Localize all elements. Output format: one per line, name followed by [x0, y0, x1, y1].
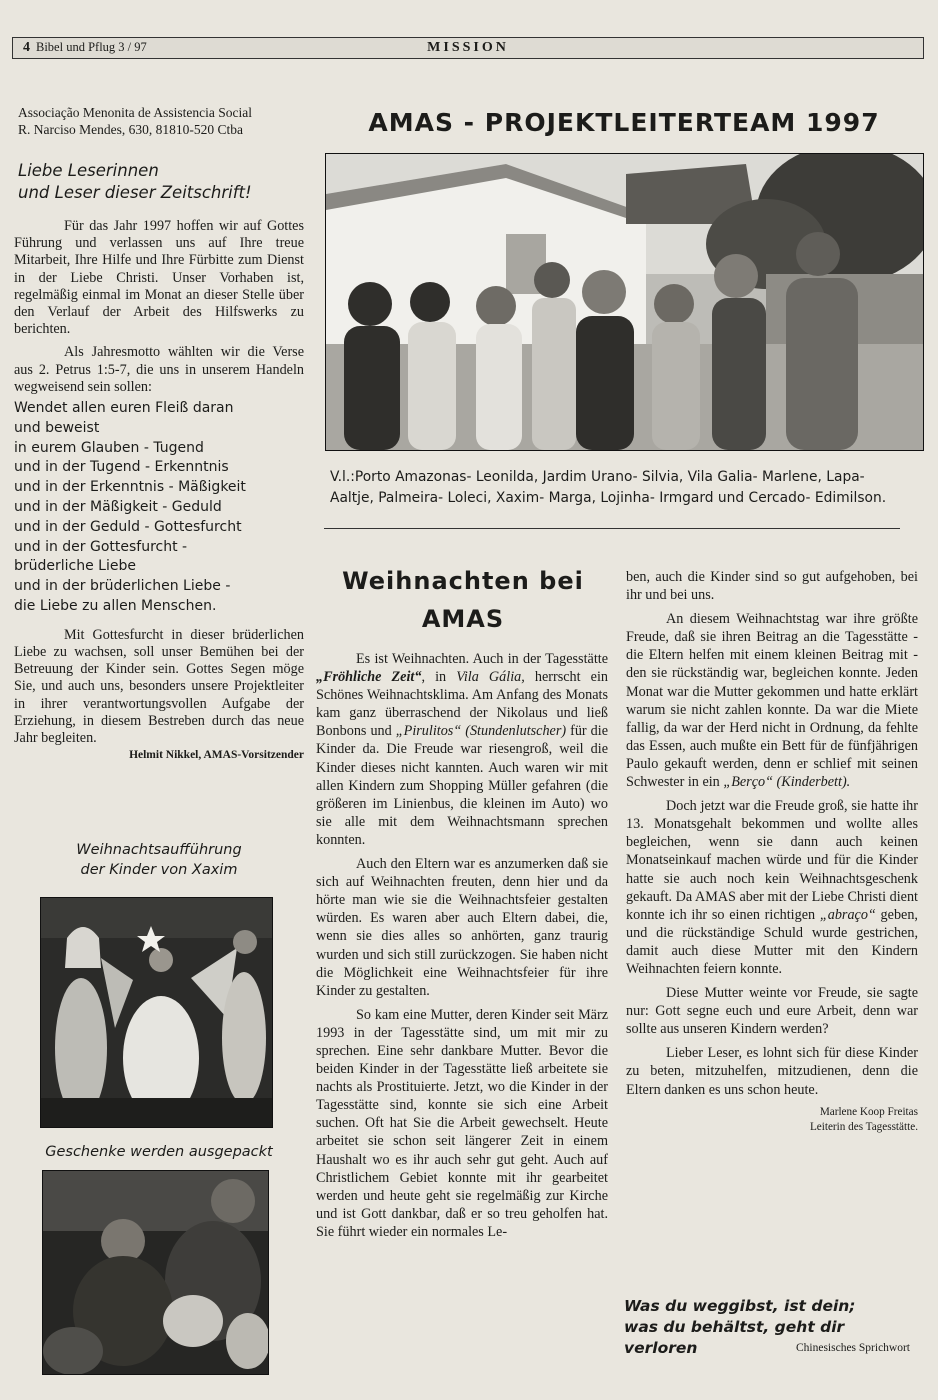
article-paragraph: Auch den Eltern war es anzumerken daß sie sich auf Weihnachten freuten, denn hier und da hörte man wie sie die Weihnachtsfeier gestalten würden. Es waren aber auch Eltern dabei, die, wenn sie dies alles so anhörten, ganz traurig wurden und sich still zurückzogen. Sie haben nicht die Möglichkeit eine Weihnachtsfeier für ihre Kinder zu gestalten.: [316, 856, 608, 999]
text-run: geben, und die rückständige Schuld wurde gestrichen, damit auch diese Mutter mit den Kindern Weihnachten feiern konnte.: [626, 906, 918, 977]
verse-line: und in der Tugend - Erkenntnis: [14, 459, 229, 476]
intro-text: [14, 218, 304, 396]
article-paragraph: So kam eine Mutter, deren Kinder seit März 1993 in der Tagesstätte sind, um mit mir zu sprechen. Eine sehr dankbare Mutter. Bevor die beiden Kinder in der Tagesstätte ließ arbeitete sie nachts als Prostituierte. Jetzt, wo die Kinder in der Tagesstätte sind, konnte sie sich eine Arbeit suchen. Oft hat Sie die Arbeit gewechselt. Heute arbeitet sie schon seit längerer Zeit in einem Haushalt wo es ihr auch sehr gut geht. Auch auf Christlichem Gebiet konnte mit ihr gearbeitet werden und heute geht sie regelmäßig zur Kirche und ist Gott dankbar, daß er so treu geholfen hat. Sie führt wieder ein normales Le-: [316, 1006, 608, 1240]
verse-line: Wendet allen euren Fleiß daran: [14, 400, 234, 417]
text-run-emph: Vila Gália,: [456, 669, 525, 686]
article-title: [318, 566, 608, 636]
photo-team: [325, 153, 924, 451]
caption-line-2: der Kinder von Xaxim: [80, 862, 238, 878]
photo-caption-xaxim: [14, 840, 304, 880]
article-paragraph: Diese Mutter weinte vor Freude, sie sagte nur: Gott segne euch und eure Arbeit, denn war sollte aus unseren Kindern werden?: [626, 985, 918, 1038]
text-run-emph: „Berço“ (Kinderbett).: [723, 774, 851, 791]
bible-verse: [14, 399, 304, 617]
credit-name: Marlene Koop Freitas: [819, 1105, 918, 1118]
article-paragraph: [626, 610, 918, 791]
greeting: [14, 160, 304, 204]
verse-line: und in der Geduld - Gottesfurcht: [14, 518, 242, 535]
verse-line: und in der Mäßigkeit - Geduld: [14, 499, 222, 516]
article-paragraph: Lieber Leser, es lohnt sich für diese Kinder zu beten, mitzuhelfen, mitzudienen, denn die Eltern danken es uns schon heute.: [626, 1045, 918, 1098]
article-title-line-2: AMAS: [421, 605, 505, 633]
verse-line: und beweist: [14, 419, 100, 436]
article-credit: [626, 1105, 918, 1135]
caption-line-1: Weihnachtsaufführung: [76, 842, 242, 858]
photo-gifts-graphic: [43, 1171, 268, 1374]
team-headline: AMAS - PROJEKTLEITERTEAM 1997: [368, 108, 880, 137]
article-paragraph: [316, 650, 608, 849]
text-run-emph: „Pirulitos“ (Stundenlutscher): [395, 723, 567, 740]
article-column-2: [626, 568, 918, 1135]
left-column: [14, 104, 304, 761]
text-run: herrscht ein Schönes Weihnachtsklima. Am Anfang des Monats kam ganz überraschend der Nikolaus und ließ Bonbons und: [316, 669, 608, 740]
text-run: Es ist Weihnachten. Auch in der Tagesstätte: [356, 651, 608, 667]
intro-paragraph-1: Für das Jahr 1997 hoffen wir auf Gottes Führung und verlassen uns auf Ihre treue Mitarbeit, Ihre Hilfe und Ihre Fürbitte zum Dienst in der Liebe Christi. Unser Vorhaben ist, regelmäßig einmal im Monat an dieser Stelle über den Verlauf der Arbeit des Hilfswerks zu berichten.: [14, 218, 304, 338]
quote-line-2: was du behältst, geht dir verloren: [624, 1318, 845, 1357]
text-run-emph: „abraço“: [819, 906, 876, 923]
quote-line-1: Was du weggibst, ist dein;: [624, 1297, 856, 1315]
text-run: für die Kinder da. Die Freude war riesengroß, weil die Kinder dieses nicht kannten. Auch waren wir mit allen Kindern zum Shopping Müller gefahren (die größeren im Linienbus, die kleinen im Auto) wo sie alle mit dem Weihnachtsmann sprechen konnten.: [316, 723, 608, 848]
team-photo-caption: V.l.:Porto Amazonas- Leonilda, Jardim Urano- Silvia, Vila Galia- Marlene, Lapa- Aaltje, Palmeira- Loleci, Xaxim- Marga, Lojinha- Irmgard und Cercado- Edimilson.: [330, 469, 887, 506]
verse-line: und in der Erkenntnis - Mäßigkeit: [14, 479, 246, 496]
address-block: [14, 104, 304, 138]
verse-line: und in der brüderlichen Liebe -: [14, 578, 231, 595]
publication-name: Bibel und Pflug 3 / 97: [36, 40, 147, 54]
proverb-source: Chinesisches Sprichwort: [795, 1342, 910, 1354]
closing-paragraph: Mit Gottesfurcht in dieser brüderlichen Liebe zu wachsen, soll unser Bemühen bei der Betreuung der Kinder sein. Gottes Segen möge Sie, und auch uns, besonders unsere Projektleiter in ihrer verantwortungsvollen Aufgabe der Erziehung, in diesem Bestreben durch das neue Jahr begleiten.: [14, 626, 304, 747]
text-run: Doch jetzt war die Freude groß, sie hatte ihr 13. Monatsgehalt bekommen und wollte alles begleichen, wenn sie dann auch keinen Monatseinkauf machen würde und für die Kinder hatte sie auch noch kein Weihnachtsgeschenk gekauft. Da AMAS aber mit der Liebe Christi dient konnte ich ihr so einen richtigen: [626, 798, 918, 923]
verse-line: brüderliche Liebe: [14, 558, 136, 575]
intro-paragraph-2: Als Jahresmotto wählten wir die Verse aus 2. Petrus 1:5-7, die uns in unserem Handeln wegweisend sein sollen:: [14, 344, 304, 395]
greeting-line-2: und Leser dieser Zeitschrift!: [18, 183, 252, 202]
credit-role: Leiterin des Tagesstätte.: [809, 1120, 918, 1133]
article-title-line-1: Weihnachten bei: [342, 567, 584, 595]
photo-christmas-play: [40, 897, 273, 1128]
text-run: An diesem Weihnachtstag war ihre größte Freude, daß sie ihren Beitrag an die Tagesstätte - die Eltern helfen mit einem kleinen Beitrag mit - den sie rückständig war, begleichen konnte. Jeden Monat war die Mutter gekommen und hatte erklärt warum sie nicht zahlen konnte. Da war die Miete fallig, da war der Herd nicht in Ordnung, da fehlte das Essen, auch mußte ein Bett für de fünfjährigen Paulo gekauft werden, denn er schlief mit seinen Schwester in ein: [626, 611, 918, 791]
address-line-2: R. Narciso Mendes, 630, 81810-520 Ctba: [18, 122, 243, 137]
text-run-emph: „Fröhliche Zeit“: [316, 669, 422, 686]
photo-team-graphic: [326, 154, 923, 450]
verse-line: und in der Gottesfurcht -: [14, 538, 188, 555]
section-title: MISSION: [427, 40, 509, 55]
verse-line: in eurem Glauben - Tugend: [14, 439, 204, 456]
address-line-1: Associação Menonita de Assistencia Social: [18, 105, 252, 120]
photo-gifts: [42, 1170, 269, 1375]
photo-caption-gifts: Geschenke werden ausgepackt: [45, 1144, 273, 1160]
article-paragraph: ben, auch die Kinder sind so gut aufgehoben, bei ihr und bei uns.: [626, 569, 918, 604]
article-column-1: [316, 650, 608, 1247]
signature: Helmit Nikkel, AMAS-Vorsitzender: [129, 749, 304, 762]
divider-rule: [324, 528, 900, 529]
article-paragraph: [626, 797, 918, 978]
closing-text: [14, 627, 304, 747]
photo-christmas-play-graphic: [41, 898, 272, 1127]
verse-line: die Liebe zu allen Menschen.: [14, 598, 217, 614]
page-header-bar: [12, 37, 924, 59]
text-run: , in: [421, 669, 457, 686]
greeting-line-1: Liebe Leserinnen: [18, 161, 159, 180]
page-number: 4: [23, 40, 30, 55]
